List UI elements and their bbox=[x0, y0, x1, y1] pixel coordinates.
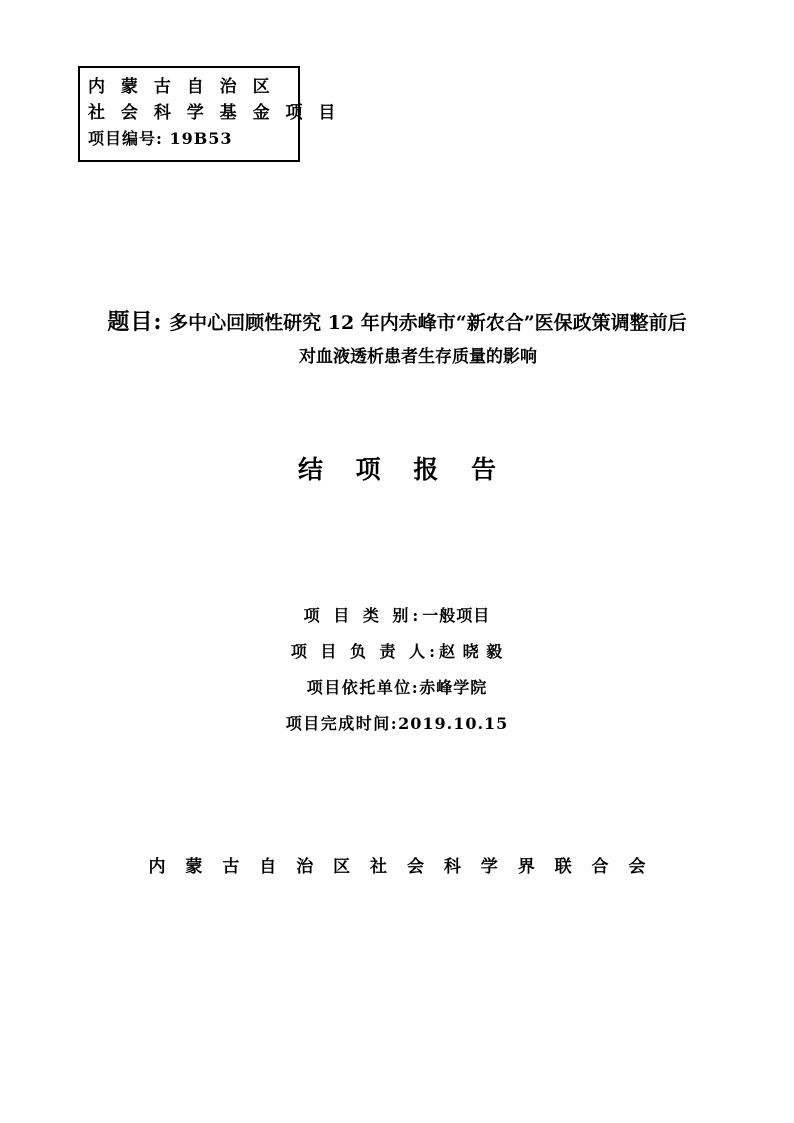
meta-row bbox=[0, 706, 794, 742]
meta-value: 一般项目 bbox=[422, 606, 491, 625]
document-title bbox=[0, 305, 794, 374]
title-text-line1: 多中心回顾性研究 12 年内赤峰市“新农合”医保政策调整前后 bbox=[169, 312, 687, 334]
meta-key: 项 目 类 别: bbox=[303, 606, 423, 625]
title-first-line bbox=[0, 305, 794, 340]
title-label: 题目: bbox=[107, 309, 163, 335]
meta-value: 赵 晓 毅 bbox=[439, 642, 504, 661]
meta-value: 2019.10.15 bbox=[398, 714, 509, 733]
meta-key: 项目完成时间: bbox=[285, 714, 399, 733]
stamp-line-project-code: 项目编号: 19B53 bbox=[88, 129, 233, 148]
issuing-organization: 内 蒙 古 自 治 区 社 会 科 学 界 联 合 会 bbox=[148, 857, 653, 877]
meta-key: 项 目 负 责 人: bbox=[290, 642, 440, 661]
title-text-line2: 对血液透析患者生存质量的影响 bbox=[299, 347, 537, 367]
stamp-line-region: 内 蒙 古 自 治 区 bbox=[88, 77, 275, 97]
meta-value: 赤峰学院 bbox=[419, 678, 488, 697]
report-type-heading: 结 项 报 告 bbox=[297, 455, 509, 484]
meta-row bbox=[0, 634, 794, 670]
project-stamp-box bbox=[78, 66, 341, 162]
meta-row bbox=[0, 598, 794, 634]
project-meta-list bbox=[0, 598, 794, 742]
meta-key: 项目依托单位: bbox=[306, 678, 420, 697]
stamp-line-fund: 社 会 科 学 基 金 项 目 bbox=[88, 103, 341, 123]
meta-row bbox=[0, 670, 794, 706]
